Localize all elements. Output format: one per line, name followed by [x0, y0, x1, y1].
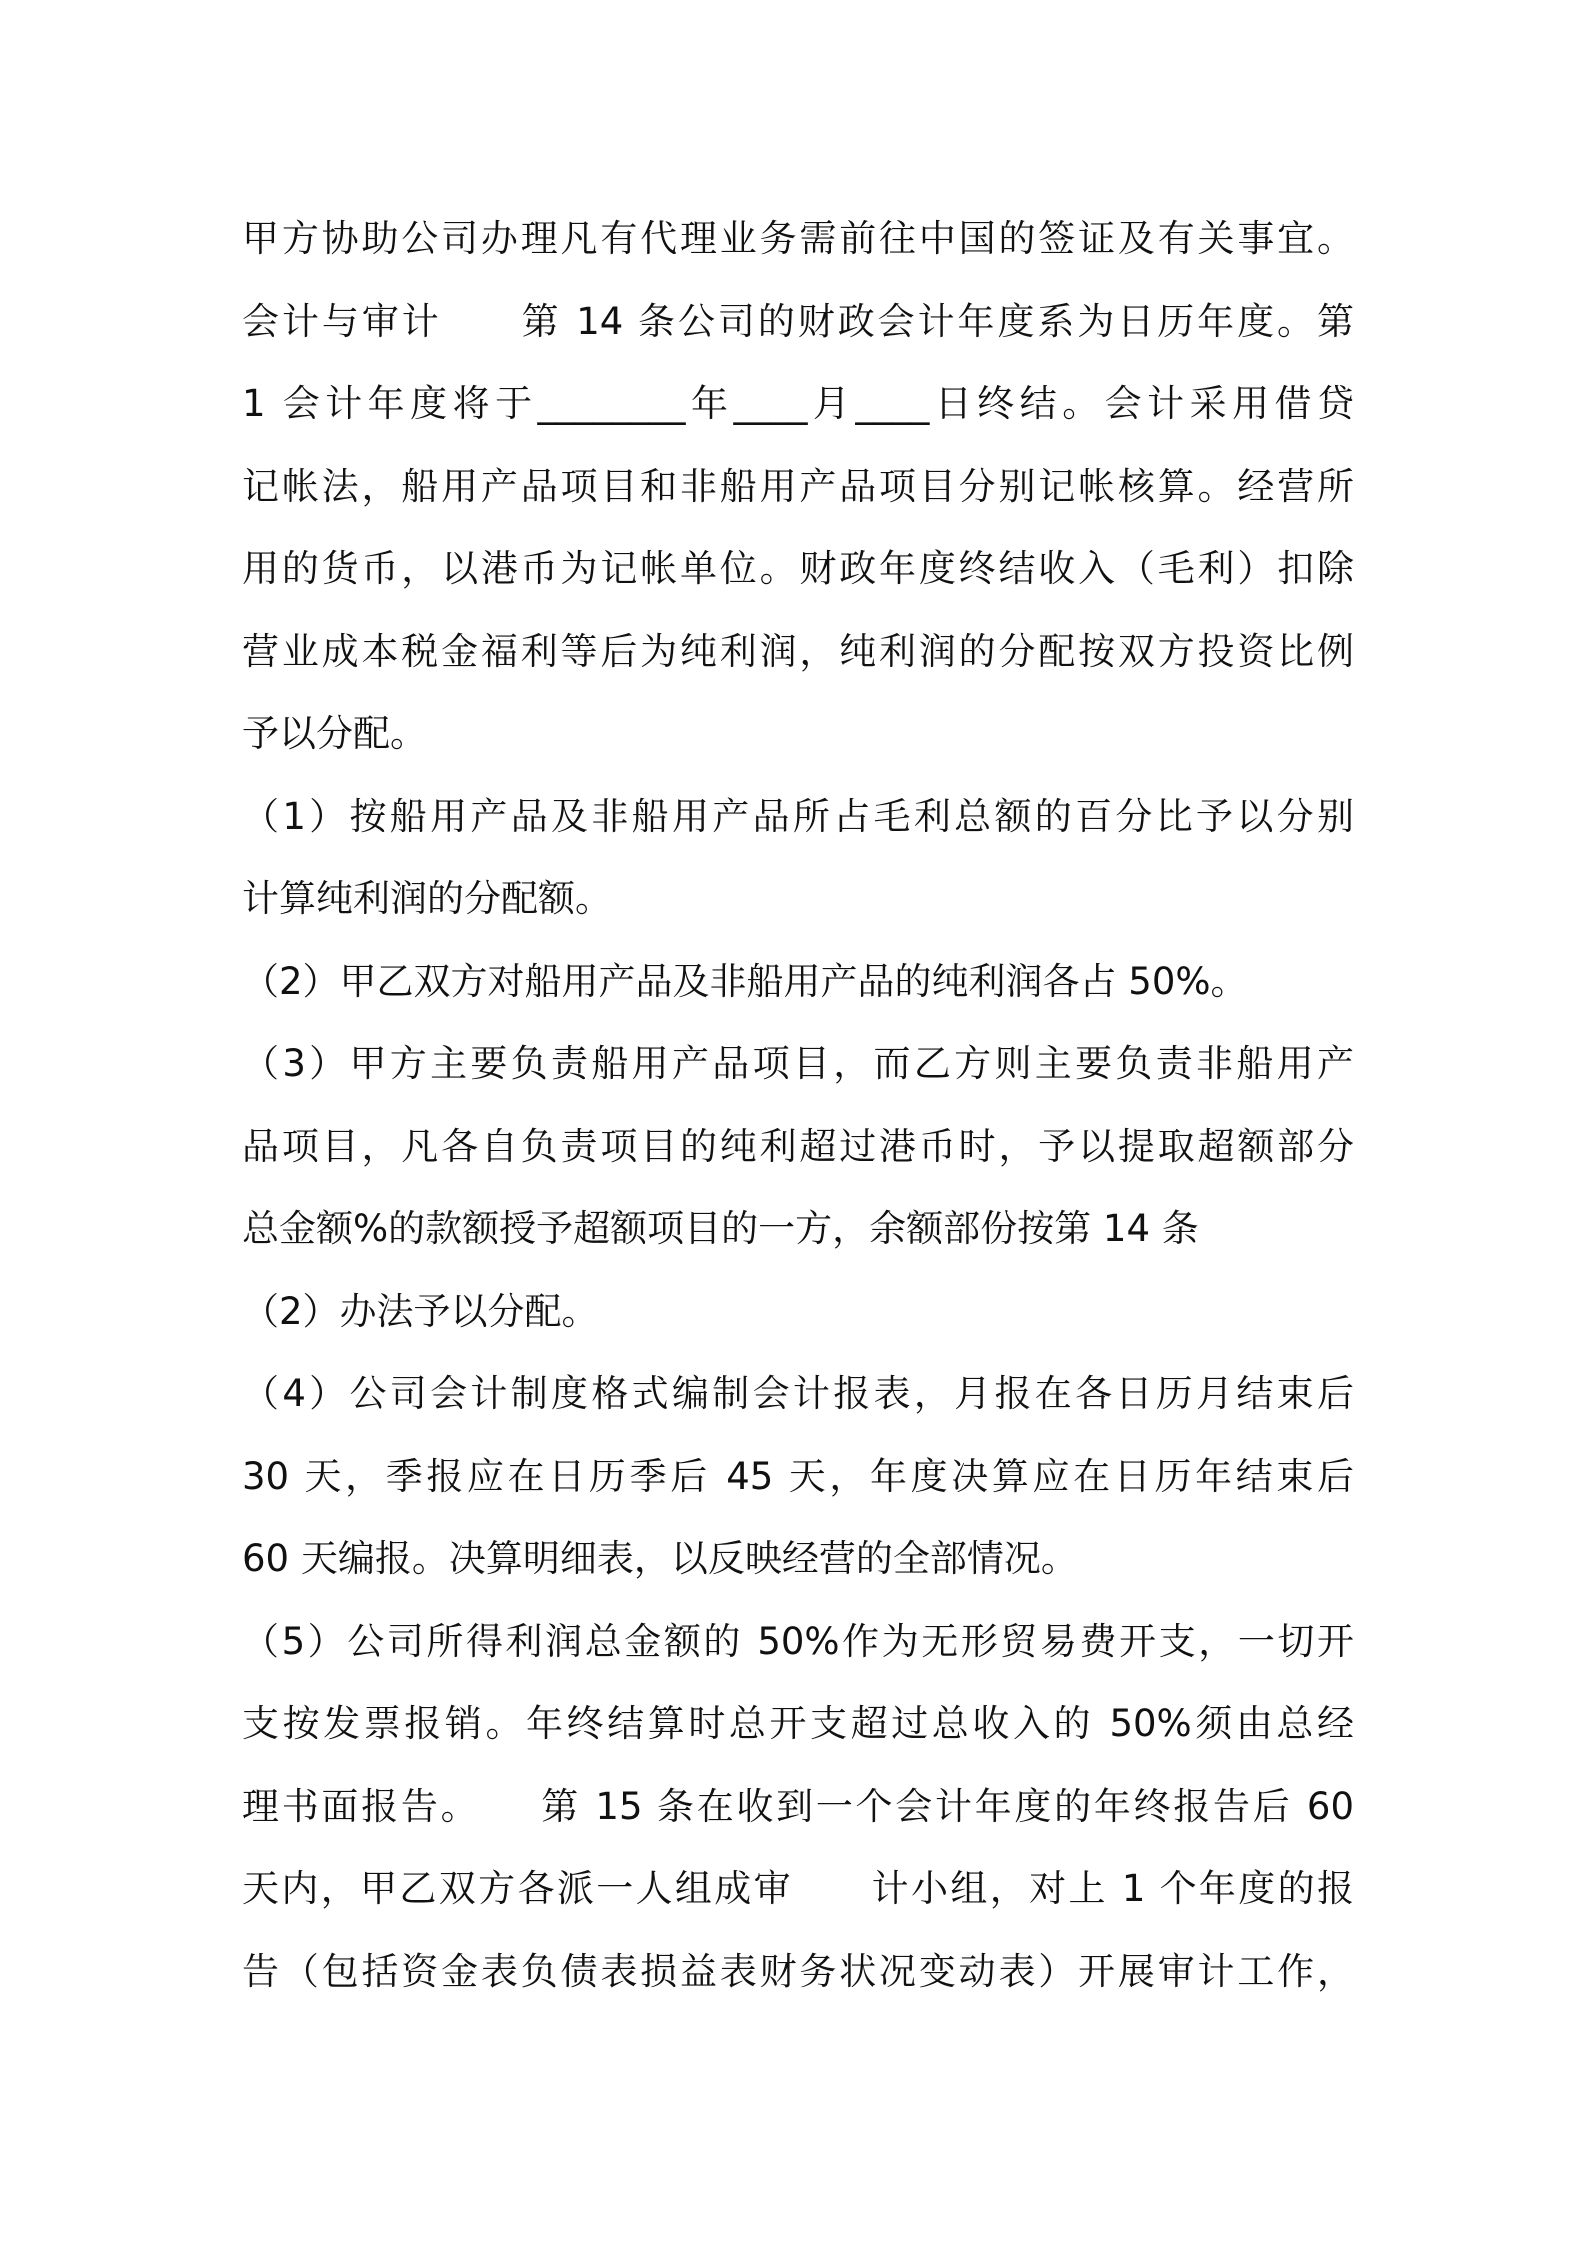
text-line: 理书面报告。 第 15 条在收到一个会计年度的年终报告后 60 — [242, 1784, 1354, 1828]
text-line: 60 天编报。决算明细表，以反映经营的全部情况。 — [242, 1537, 1078, 1580]
text-line: 30 天，季报应在日历季后 45 天，年度决算应在日历年结束后 — [242, 1454, 1354, 1498]
text-line: （4）公司会计制度格式编制会计报表，月报在各日历月结束后 — [242, 1372, 1354, 1415]
document-body — [242, 198, 1354, 2013]
text-line: （2）办法予以分配。 — [242, 1289, 599, 1333]
text-line: 用的货币，以港币为记帐单位。财政年度终结收入（毛利）扣除 — [242, 547, 1354, 590]
text-line: 品项目，凡各自负责项目的纯利超过港币时，予以提取超额部分 — [242, 1124, 1354, 1168]
text-line: 总金额%的款额授予超额项目的一方，余额部份按第 14 条 — [242, 1207, 1199, 1250]
text-line: 甲方协助公司办理凡有代理业务需前往中国的签证及有关事宜。 — [242, 217, 1354, 260]
text-line: 计算纯利润的分配额。 — [242, 877, 612, 920]
text-line: 天内，甲乙双方各派一人组成审 计小组，对上 1 个年度的报 — [242, 1867, 1354, 1910]
text-line: （5）公司所得利润总金额的 50%作为无形贸易费开支，一切开 — [242, 1619, 1354, 1663]
text-line: 予以分配。 — [242, 712, 427, 755]
text-line: （2）甲乙双方对船用产品及非船用产品的纯利润各占 50%。 — [242, 959, 1248, 1003]
text-line: 1 会计年度将于________年____月____日终结。会计采用借贷 — [242, 382, 1354, 425]
text-line: （3）甲方主要负责船用产品项目，而乙方则主要负责非船用产 — [242, 1042, 1354, 1085]
text-line: 会计与审计 第 14 条公司的财政会计年度系为日历年度。第 — [242, 299, 1354, 343]
text-line: 支按发票报销。年终结算时总开支超过总收入的 50%须由总经 — [242, 1702, 1354, 1745]
text-line: 记帐法，船用产品项目和非船用产品项目分别记帐核算。经营所 — [242, 464, 1354, 508]
text-line: 营业成本税金福利等后为纯利润，纯利润的分配按双方投资比例 — [242, 629, 1354, 673]
text-line: （1）按船用产品及非船用产品所占毛利总额的百分比予以分别 — [242, 794, 1354, 838]
text-line: 告（包括资金表负债表损益表财务状况变动表）开展审计工作， — [242, 1949, 1354, 1993]
